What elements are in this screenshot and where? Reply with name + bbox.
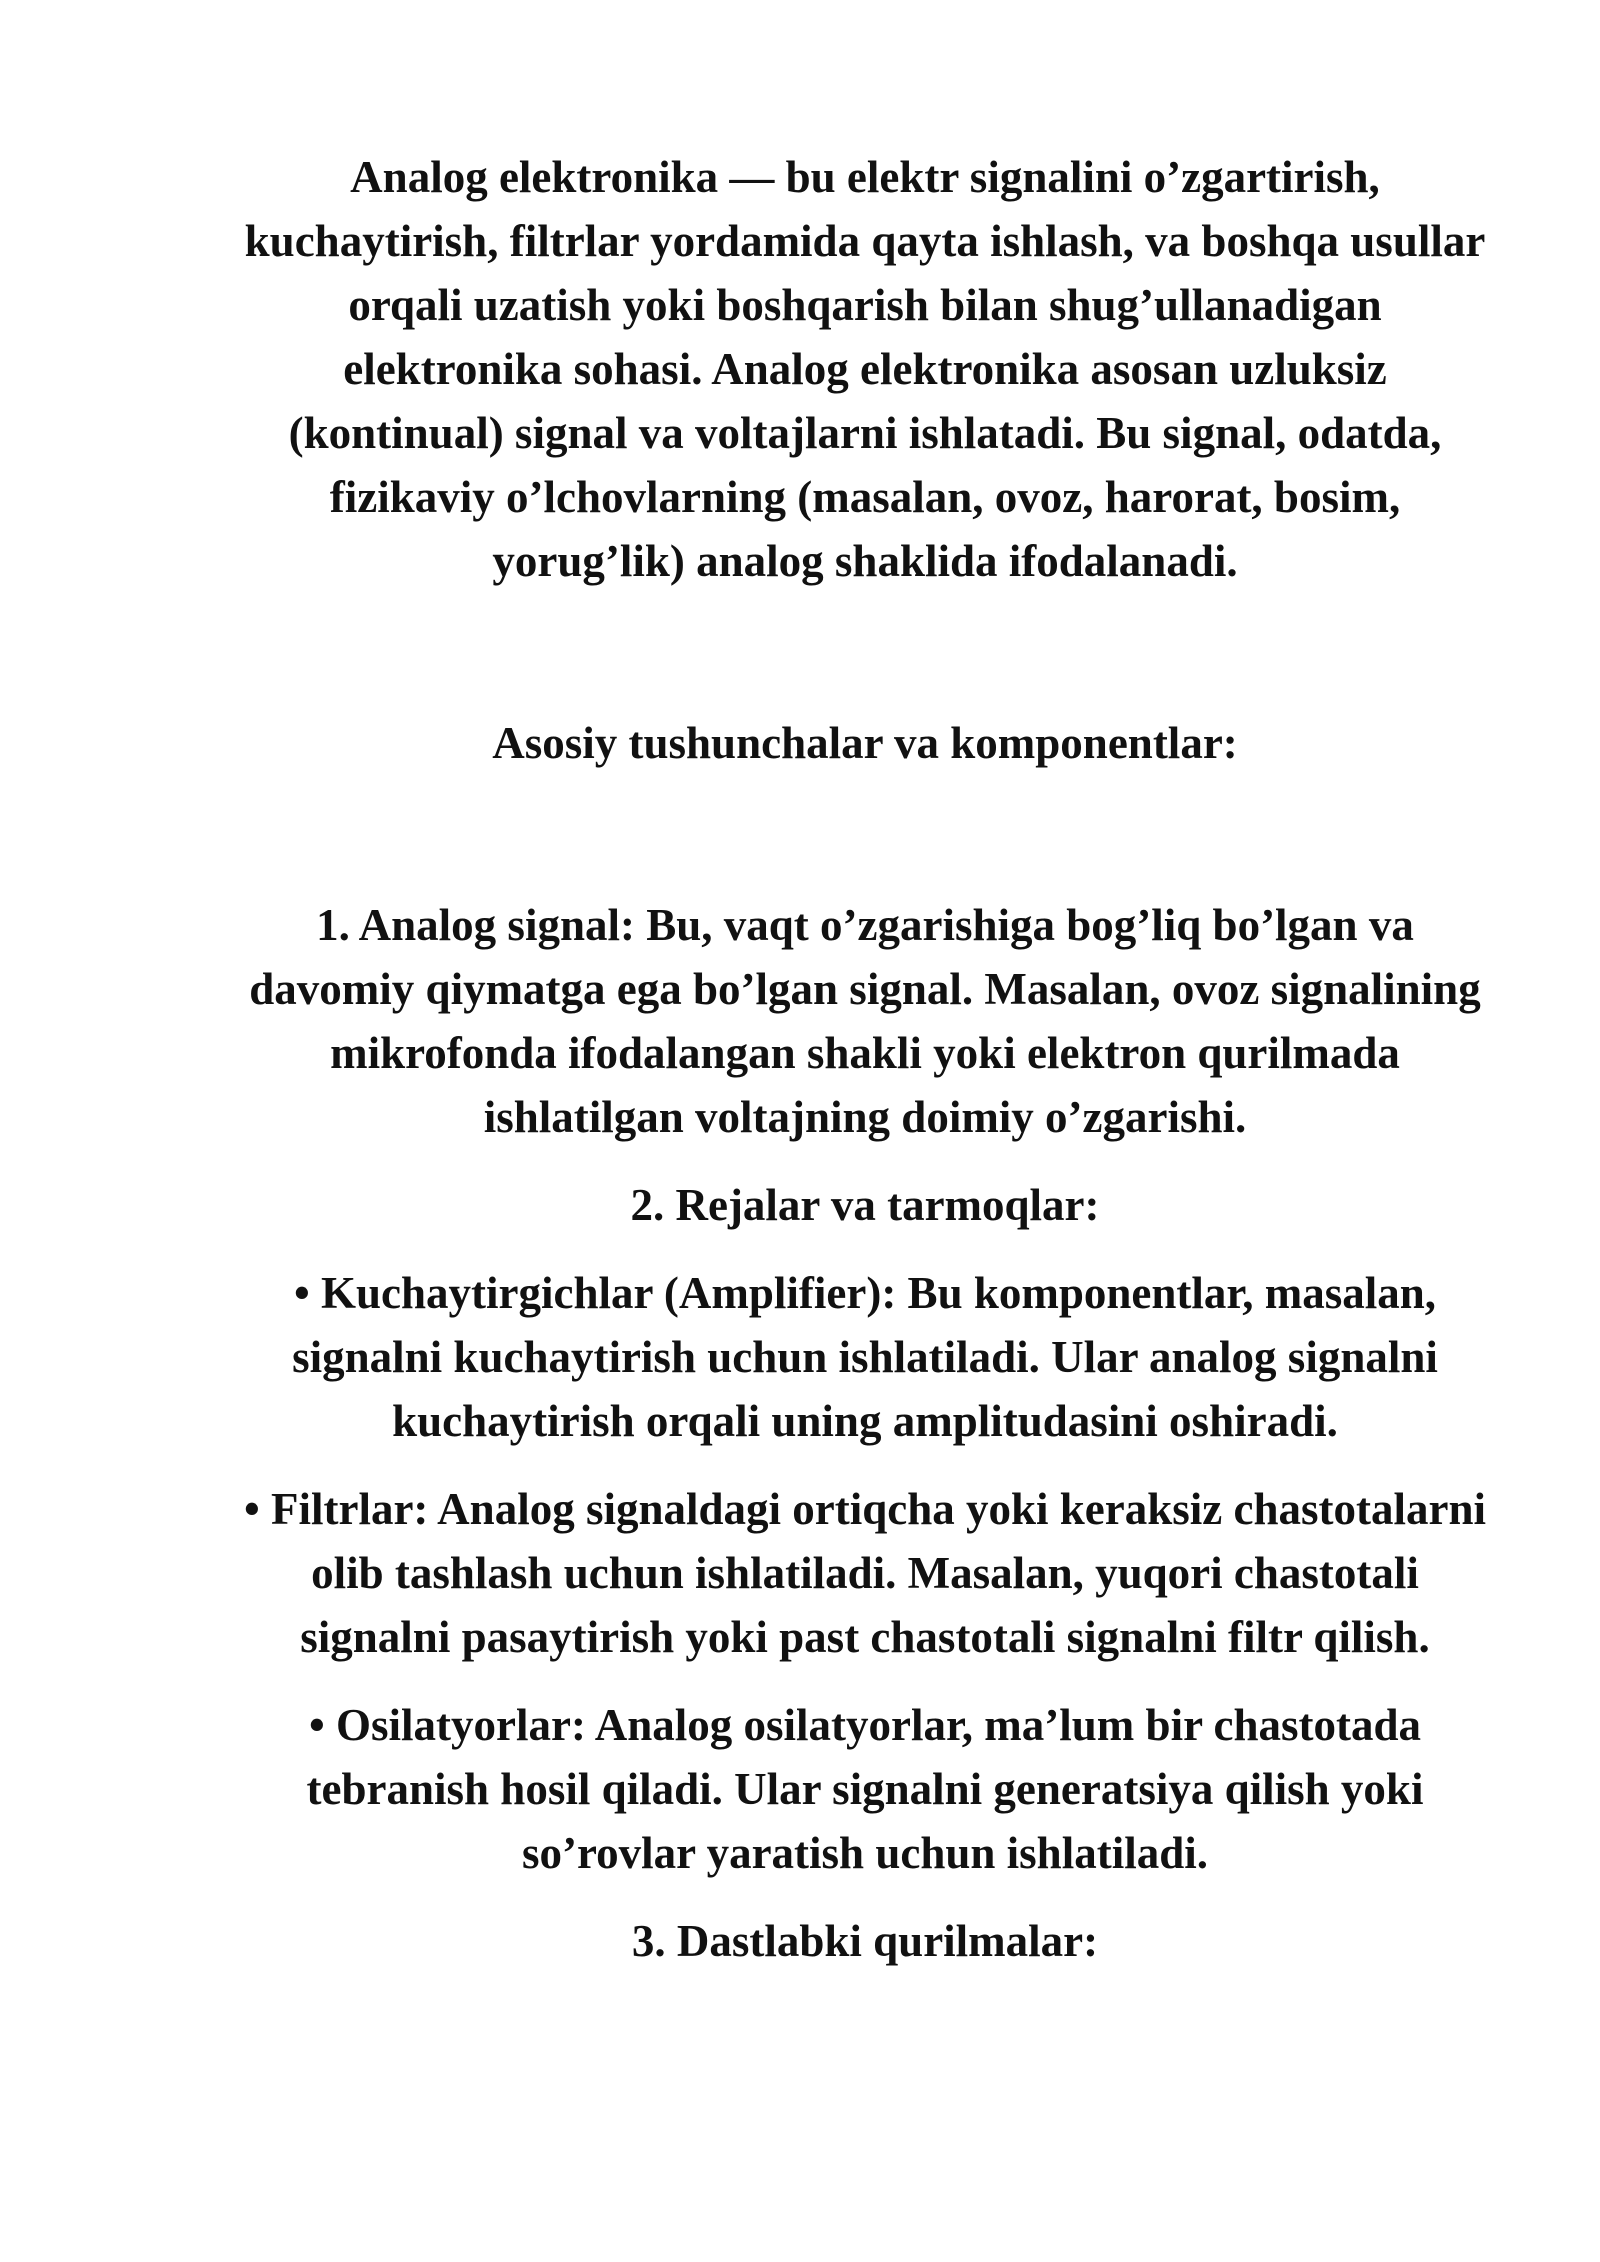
item-plans-networks: 2. Rejalar va tarmoqlar:	[630, 1180, 1100, 1230]
bullet-amplifiers: • Kuchaytirgichlar (Amplifier): Bu komponentlar, masalan, signalni kuchaytirish uchun ishlatiladi. Ular analog signalni kuchaytirish orqali uning amplitudasini oshiradi.	[292, 1268, 1438, 1446]
item-analog-signal: 1. Analog signal: Bu, vaqt o’zgarishiga bog’liq bo’lgan va davomiy qiymatga ega bo’lgan signal. Masalan, ovoz signalining mikrofonda ifodalangan shakli yoki elektron qurilmada ishlatilgan voltajning doimiy o’zgarishi.	[249, 900, 1481, 1142]
section-heading: Asosiy tushunchalar va komponentlar:	[492, 718, 1238, 768]
bullet-oscillators: • Osilatyorlar: Analog osilatyorlar, ma’lum bir chastotada tebranish hosil qiladi. Ular signalni generatsiya qilish yoki so’rovlar yaratish uchun ishlatiladi.	[306, 1700, 1424, 1878]
document-body	[235, 145, 1495, 1973]
intro-paragraph: Analog elektronika — bu elektr signalini o’zgartirish, kuchaytirish, filtrlar yordamida qayta ishlash, va boshqa usullar orqali uzatish yoki boshqarish bilan shug’ullanadigan elektronika sohasi. Analog elektronika asosan uzluksiz (kontinual) signal va voltajlarni ishlatadi. Bu signal, odatda, fizikaviy o’lchovlarning (masalan, ovoz, harorat, bosim, yorug’lik) analog shaklida ifodalanadi.	[244, 152, 1486, 586]
item-initial-devices: 3. Dastlabki qurilmalar:	[631, 1916, 1099, 1966]
bullet-filters: • Filtrlar: Analog signaldagi ortiqcha yoki keraksiz chastotalarni olib tashlash uchun ishlatiladi. Masalan, yuqori chastotali signalni pasaytirish yoki past chastotali signalni filtr qilish.	[243, 1484, 1487, 1662]
